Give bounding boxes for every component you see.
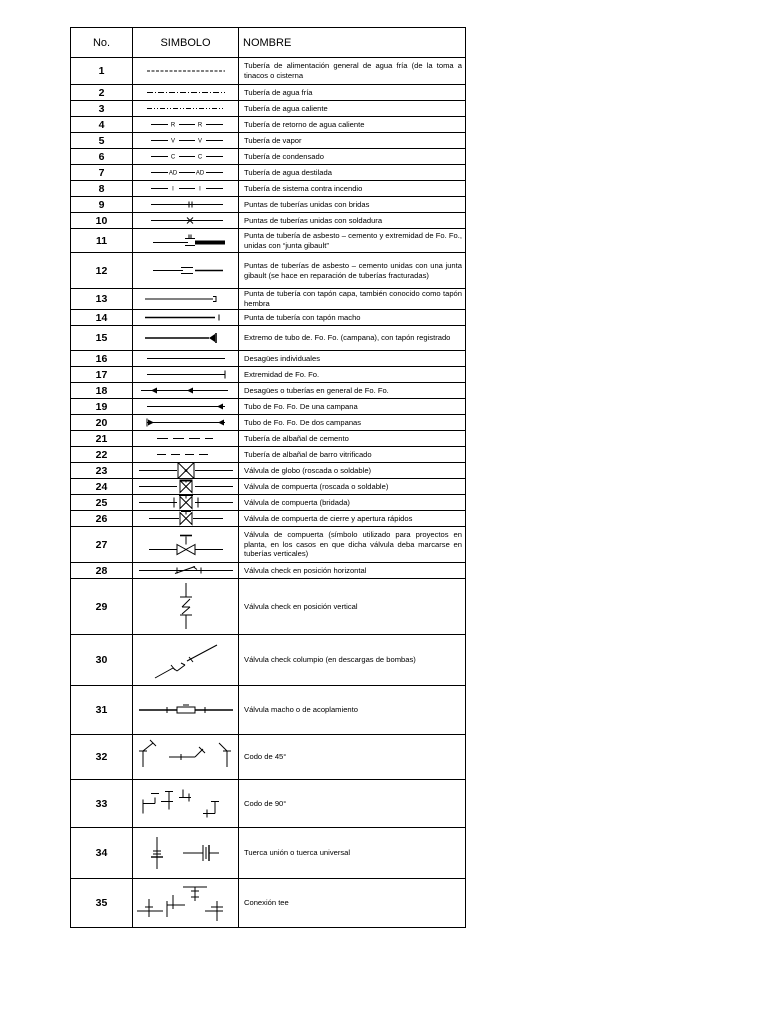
table-row <box>71 879 466 928</box>
symbol-name: Tubería de sistema contra incendio <box>239 181 466 197</box>
symbol-name: Válvula de compuerta de cierre y apertura rápidos <box>239 511 466 527</box>
table-row <box>71 431 466 447</box>
symbol-name: Válvula de compuerta (roscada o soldable) <box>239 479 466 495</box>
row-number: 14 <box>71 310 133 326</box>
symbol-name: Tubería de alimentación general de agua fría (de la toma a tinacos o cisterna <box>239 58 466 85</box>
pipe-symbol-cell <box>133 253 239 289</box>
two-bells-icon <box>133 415 239 430</box>
line-dashed-icon <box>133 58 239 84</box>
row-number: 33 <box>71 780 133 828</box>
line-letter-C-icon <box>133 149 239 164</box>
row-number: 6 <box>71 149 133 165</box>
pipe-symbol-cell <box>133 289 239 310</box>
symbol-name: Válvula de globo (roscada o soldable) <box>239 463 466 479</box>
line-letter-R-icon <box>133 117 239 132</box>
table-row <box>71 527 466 563</box>
tee-icon <box>133 879 239 927</box>
symbol-name: Desagües o tuberías en general de Fo. Fo. <box>239 383 466 399</box>
table-header-row <box>71 28 466 58</box>
symbol-name: Extremidad de Fo. Fo. <box>239 367 466 383</box>
svg-text:R: R <box>197 122 203 129</box>
table-row <box>71 463 466 479</box>
table-row <box>71 686 466 735</box>
table-row <box>71 165 466 181</box>
check-horizontal-icon <box>133 563 239 578</box>
table-row <box>71 579 466 635</box>
table-row <box>71 310 466 326</box>
symbol-name: Desagües individuales <box>239 351 466 367</box>
table-row <box>71 229 466 253</box>
row-number: 2 <box>71 85 133 101</box>
header-nombre: NOMBRE <box>239 28 466 58</box>
svg-text:R: R <box>170 122 176 129</box>
row-number: 3 <box>71 101 133 117</box>
symbol-name: Conexión tee <box>239 879 466 928</box>
row-number: 22 <box>71 447 133 463</box>
symbol-name: Tubería de agua destilada <box>239 165 466 181</box>
row-number: 7 <box>71 165 133 181</box>
row-number: 12 <box>71 253 133 289</box>
line-letter-I-icon <box>133 181 239 196</box>
one-bell-icon <box>133 399 239 414</box>
pipe-symbol-cell <box>133 479 239 495</box>
row-number: 19 <box>71 399 133 415</box>
row-number: 4 <box>71 117 133 133</box>
pipe-symbols-table <box>70 27 466 928</box>
row-number: 13 <box>71 289 133 310</box>
table-row <box>71 133 466 149</box>
row-number: 30 <box>71 635 133 686</box>
symbol-name: Válvula de compuerta (bridada) <box>239 495 466 511</box>
table-row <box>71 289 466 310</box>
table-row <box>71 197 466 213</box>
pipe-symbol-cell <box>133 828 239 879</box>
pipe-symbol-cell <box>133 326 239 351</box>
table-row <box>71 101 466 117</box>
row-number: 32 <box>71 735 133 780</box>
table-row <box>71 253 466 289</box>
symbol-name: Tubería de retorno de agua caliente <box>239 117 466 133</box>
symbol-name: Puntas de tuberías de asbesto – cemento unidas con una junta gibault (se hace en reparación de tuberías fracturadas) <box>239 253 466 289</box>
table-row <box>71 181 466 197</box>
row-number: 18 <box>71 383 133 399</box>
svg-text:AD: AD <box>168 170 178 177</box>
pipe-symbol-cell <box>133 101 239 117</box>
header-no: No. <box>71 28 133 58</box>
symbol-name: Tubería de agua caliente <box>239 101 466 117</box>
check-vertical-icon <box>133 579 239 634</box>
row-number: 11 <box>71 229 133 253</box>
table-row <box>71 399 466 415</box>
symbol-name: Tubería de albañal de cemento <box>239 431 466 447</box>
elbow-45-icon <box>133 735 239 779</box>
pipe-symbol-cell <box>133 117 239 133</box>
elbow-90-icon <box>133 780 239 827</box>
symbol-name: Codo de 45° <box>239 735 466 780</box>
row-number: 17 <box>71 367 133 383</box>
table-row <box>71 85 466 101</box>
symbol-name: Válvula macho o de acoplamiento <box>239 686 466 735</box>
row-number: 9 <box>71 197 133 213</box>
line-letter-AD-icon <box>133 165 239 180</box>
svg-text:I: I <box>172 186 174 193</box>
arrow-line-icon <box>133 383 239 398</box>
symbol-name: Tubería de agua fría <box>239 85 466 101</box>
symbol-name: Tuerca unión o tuerca universal <box>239 828 466 879</box>
table-row <box>71 326 466 351</box>
pipe-symbol-cell <box>133 579 239 635</box>
table-row <box>71 117 466 133</box>
pipe-symbol-cell <box>133 511 239 527</box>
pipe-symbol-cell <box>133 383 239 399</box>
plain-line-icon <box>133 351 239 366</box>
row-number: 16 <box>71 351 133 367</box>
table-row <box>71 383 466 399</box>
long-dash-icon <box>133 431 239 446</box>
cap-end-icon <box>133 289 239 309</box>
table-row <box>71 828 466 879</box>
bell-end-icon <box>133 326 239 350</box>
gibault-joint-icon <box>133 229 239 252</box>
table-row <box>71 213 466 229</box>
svg-text:V: V <box>197 138 203 145</box>
pipe-symbol-cell <box>133 495 239 511</box>
gate-valve-icon <box>133 479 239 494</box>
line-dashdotdot-icon <box>133 101 239 116</box>
symbol-name: Punta de tubería con tapón macho <box>239 310 466 326</box>
welded-joint-icon <box>133 213 239 228</box>
symbol-name: Tubería de vapor <box>239 133 466 149</box>
table-row <box>71 563 466 579</box>
row-number: 21 <box>71 431 133 447</box>
row-number: 35 <box>71 879 133 928</box>
row-number: 5 <box>71 133 133 149</box>
row-number: 15 <box>71 326 133 351</box>
pipe-symbol-cell <box>133 563 239 579</box>
row-number: 1 <box>71 58 133 85</box>
symbol-name: Válvula check en posición vertical <box>239 579 466 635</box>
table-row <box>71 635 466 686</box>
row-number: 29 <box>71 579 133 635</box>
pipe-symbol-cell <box>133 780 239 828</box>
table-row <box>71 780 466 828</box>
svg-text:AD: AD <box>195 170 205 177</box>
row-number: 24 <box>71 479 133 495</box>
pipe-symbol-cell <box>133 213 239 229</box>
pipe-symbol-cell <box>133 735 239 780</box>
pipe-symbol-cell <box>133 351 239 367</box>
pipe-symbol-cell <box>133 85 239 101</box>
check-columpio-icon <box>133 635 239 685</box>
table-row <box>71 367 466 383</box>
union-nut-icon <box>133 828 239 878</box>
svg-text:I: I <box>199 186 201 193</box>
pipe-symbol-cell <box>133 447 239 463</box>
flanged-joint-icon <box>133 197 239 212</box>
line-dashdot-icon <box>133 85 239 100</box>
pipe-symbol-cell <box>133 197 239 213</box>
table-row <box>71 149 466 165</box>
row-number: 25 <box>71 495 133 511</box>
symbol-name: Tubería de albañal de barro vitrificado <box>239 447 466 463</box>
pipe-symbol-cell <box>133 879 239 928</box>
symbol-name: Tubo de Fo. Fo. De una campana <box>239 399 466 415</box>
row-number: 26 <box>71 511 133 527</box>
pipe-symbol-cell <box>133 463 239 479</box>
pipe-symbol-cell <box>133 686 239 735</box>
svg-text:V: V <box>170 138 176 145</box>
line-end-bar-icon <box>133 367 239 382</box>
pipe-symbol-cell <box>133 165 239 181</box>
header-simbolo: SIMBOLO <box>133 28 239 58</box>
gibault-repair-icon <box>133 253 239 288</box>
plug-valve-icon <box>133 686 239 734</box>
row-number: 20 <box>71 415 133 431</box>
symbol-name: Codo de 90° <box>239 780 466 828</box>
row-number: 34 <box>71 828 133 879</box>
table-row <box>71 479 466 495</box>
table-row <box>71 351 466 367</box>
symbol-name: Puntas de tuberías unidas con soldadura <box>239 213 466 229</box>
gate-valve-flanged-icon <box>133 495 239 510</box>
pipe-symbol-cell <box>133 181 239 197</box>
symbol-name: Extremo de tubo de. Fo. Fo. (campana), con tapón registrado <box>239 326 466 351</box>
symbol-name: Válvula check columpio (en descargas de bombas) <box>239 635 466 686</box>
row-number: 8 <box>71 181 133 197</box>
row-number: 27 <box>71 527 133 563</box>
symbol-name: Válvula check en posición horizontal <box>239 563 466 579</box>
table-row <box>71 735 466 780</box>
svg-text:C: C <box>170 154 176 161</box>
svg-text:C: C <box>197 154 203 161</box>
plug-end-icon <box>133 310 239 325</box>
symbol-name: Puntas de tuberías unidas con bridas <box>239 197 466 213</box>
symbol-name: Punta de tubería con tapón capa, también conocido como tapón hembra <box>239 289 466 310</box>
row-number: 23 <box>71 463 133 479</box>
row-number: 10 <box>71 213 133 229</box>
gate-valve-plan-icon <box>133 527 239 562</box>
table-row <box>71 58 466 85</box>
row-number: 31 <box>71 686 133 735</box>
pipe-symbol-cell <box>133 367 239 383</box>
row-number: 28 <box>71 563 133 579</box>
long-dash-2-icon <box>133 447 239 462</box>
pipe-symbol-cell <box>133 229 239 253</box>
pipe-symbol-cell <box>133 399 239 415</box>
pipe-symbol-cell <box>133 149 239 165</box>
pipe-symbol-cell <box>133 58 239 85</box>
line-letter-V-icon <box>133 133 239 148</box>
table-row <box>71 511 466 527</box>
symbol-name: Punta de tubería de asbesto – cemento y extremidad de Fo. Fo., unidas con “junta gibault” <box>239 229 466 253</box>
symbol-name: Tubo de Fo. Fo. De dos campanas <box>239 415 466 431</box>
table-row <box>71 447 466 463</box>
pipe-symbol-cell <box>133 527 239 563</box>
globe-valve-icon <box>133 463 239 478</box>
symbol-name: Válvula de compuerta (símbolo utilizado para proyectos en planta, en los casos en que dicha válvula deba marcarse en tuberías verticales) <box>239 527 466 563</box>
pipe-symbol-cell <box>133 310 239 326</box>
pipe-symbol-cell <box>133 133 239 149</box>
pipe-symbol-cell <box>133 415 239 431</box>
symbol-name: Tubería de condensado <box>239 149 466 165</box>
table-row <box>71 495 466 511</box>
pipe-symbol-cell <box>133 635 239 686</box>
table-row <box>71 415 466 431</box>
pipe-symbol-cell <box>133 431 239 447</box>
quick-gate-valve-icon <box>133 511 239 526</box>
